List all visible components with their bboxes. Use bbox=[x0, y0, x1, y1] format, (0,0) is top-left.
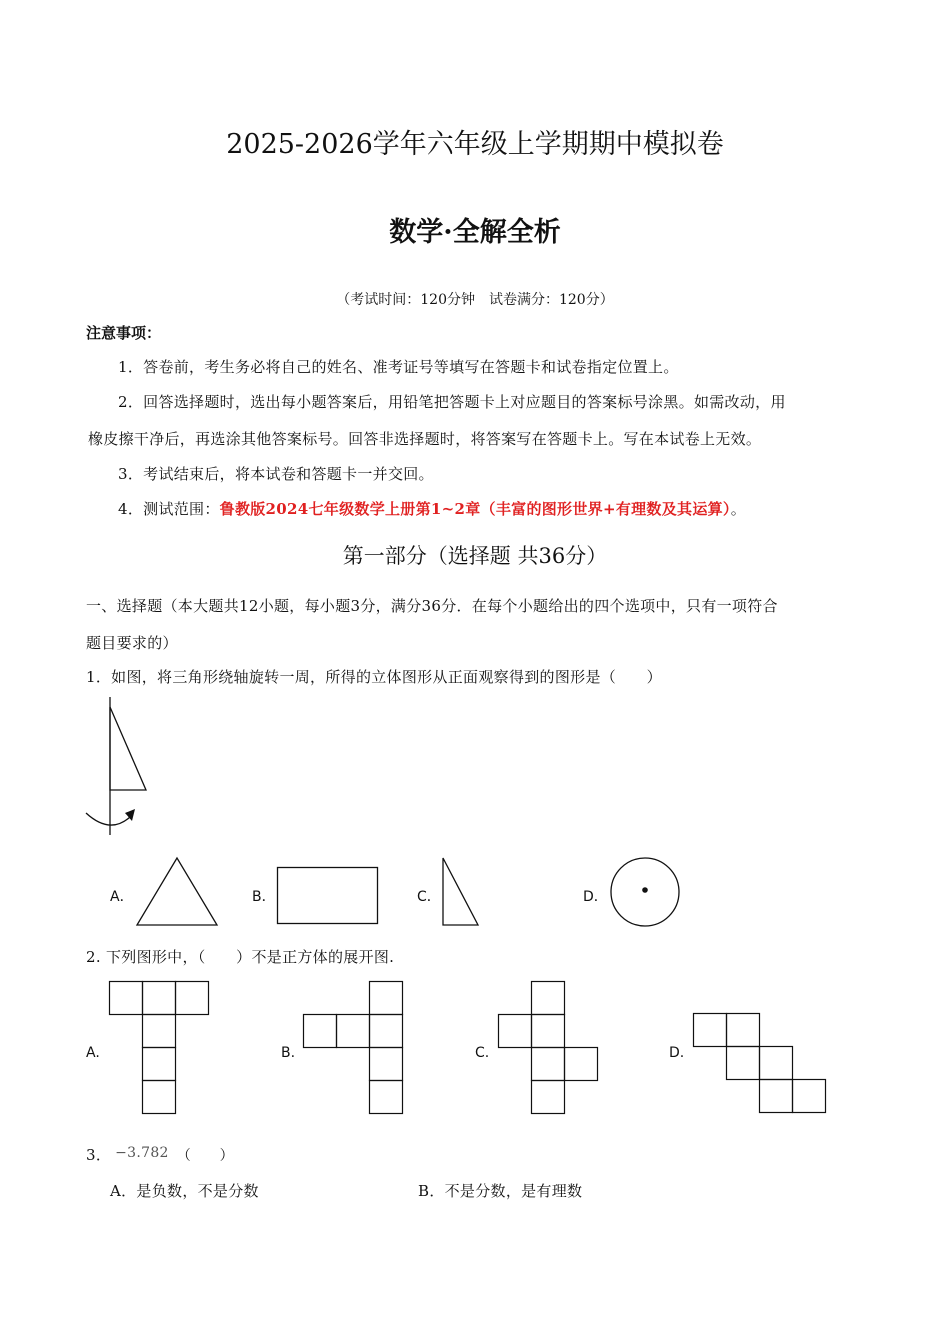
q3-number: 3． bbox=[86, 1146, 112, 1164]
part1-instruction: 一、选择题（本大题共12小题，每小题3分，满分36分．在每个小题给出的四个选项中，只有一项符合 bbox=[86, 597, 778, 615]
q2-stem: 2. 下列图形中，（ ）不是正方体的展开图. bbox=[86, 948, 395, 966]
note-item-1: 1．答卷前，考生务必将自己的姓名、准考证号等填写在答题卡和试卷指定位置上。 bbox=[118, 358, 679, 376]
q1-option-d-circle bbox=[608, 855, 682, 929]
q3-line bbox=[86, 1144, 234, 1165]
q2-option-a-label: A. bbox=[86, 1045, 100, 1061]
q2-option-b-label: B. bbox=[281, 1045, 296, 1061]
q1-option-a-triangle bbox=[135, 856, 220, 928]
exam-title: 2025-2026学年六年级上学期期中模拟卷 bbox=[226, 129, 724, 160]
exam-info: （考试时间：120分钟 试卷满分：120分） bbox=[336, 292, 614, 308]
scope-range: 鲁教版2024七年级数学上册第1~2章（丰富的图形世界+有理数及其运算） bbox=[219, 500, 731, 518]
q1-option-c-right-triangle bbox=[440, 856, 482, 928]
notes-heading: 注意事项： bbox=[86, 324, 162, 342]
q1-option-b-rectangle bbox=[276, 866, 380, 926]
q2-option-c-label: C. bbox=[475, 1045, 490, 1061]
note-item-3: 3．考试结束后，将本试卷和答题卡一并交回。 bbox=[118, 465, 434, 483]
q1-option-c-label: C． bbox=[417, 889, 441, 905]
q1-rotation-figure bbox=[80, 695, 160, 840]
part1-instruction-cont: 题目要求的） bbox=[86, 634, 178, 652]
scope-prefix: 4．测试范围： bbox=[118, 500, 220, 518]
q2-option-c-net bbox=[497, 980, 603, 1116]
q1-option-b-label: B． bbox=[252, 889, 276, 905]
q2-option-b-net bbox=[302, 980, 408, 1116]
q1-stem: 1．如图，将三角形绕轴旋转一周，所得的立体图形从正面观察得到的图形是（ ） bbox=[86, 668, 662, 686]
part1-title: 第一部分（选择题 共36分） bbox=[342, 544, 608, 568]
q2-option-d-label: D. bbox=[669, 1045, 685, 1061]
note-item-4 bbox=[118, 498, 746, 519]
q2-option-d-net bbox=[692, 1012, 832, 1116]
q1-option-a-label: A． bbox=[110, 889, 134, 905]
q3-option-b: B．不是分数，是有理数 bbox=[418, 1182, 583, 1200]
q3-option-a: A．是负数，不是分数 bbox=[110, 1182, 259, 1200]
q2-option-a-net bbox=[108, 980, 214, 1116]
q1-option-d-label: D． bbox=[583, 889, 608, 905]
q3-paren: （ ） bbox=[176, 1148, 234, 1164]
q3-expression: −3.782 bbox=[115, 1145, 169, 1161]
scope-suffix: 。 bbox=[730, 500, 747, 518]
note-item-2-cont: 橡皮擦干净后，再选涂其他答案标号。回答非选择题时，将答案写在答题卡上。写在本试卷上无效。 bbox=[88, 430, 762, 448]
note-item-2: 2．回答选择题时，选出每小题答案后，用铅笔把答题卡上对应题目的答案标号涂黑。如需改动，用 bbox=[118, 393, 786, 411]
exam-subtitle: 数学·全解全析 bbox=[389, 217, 561, 248]
